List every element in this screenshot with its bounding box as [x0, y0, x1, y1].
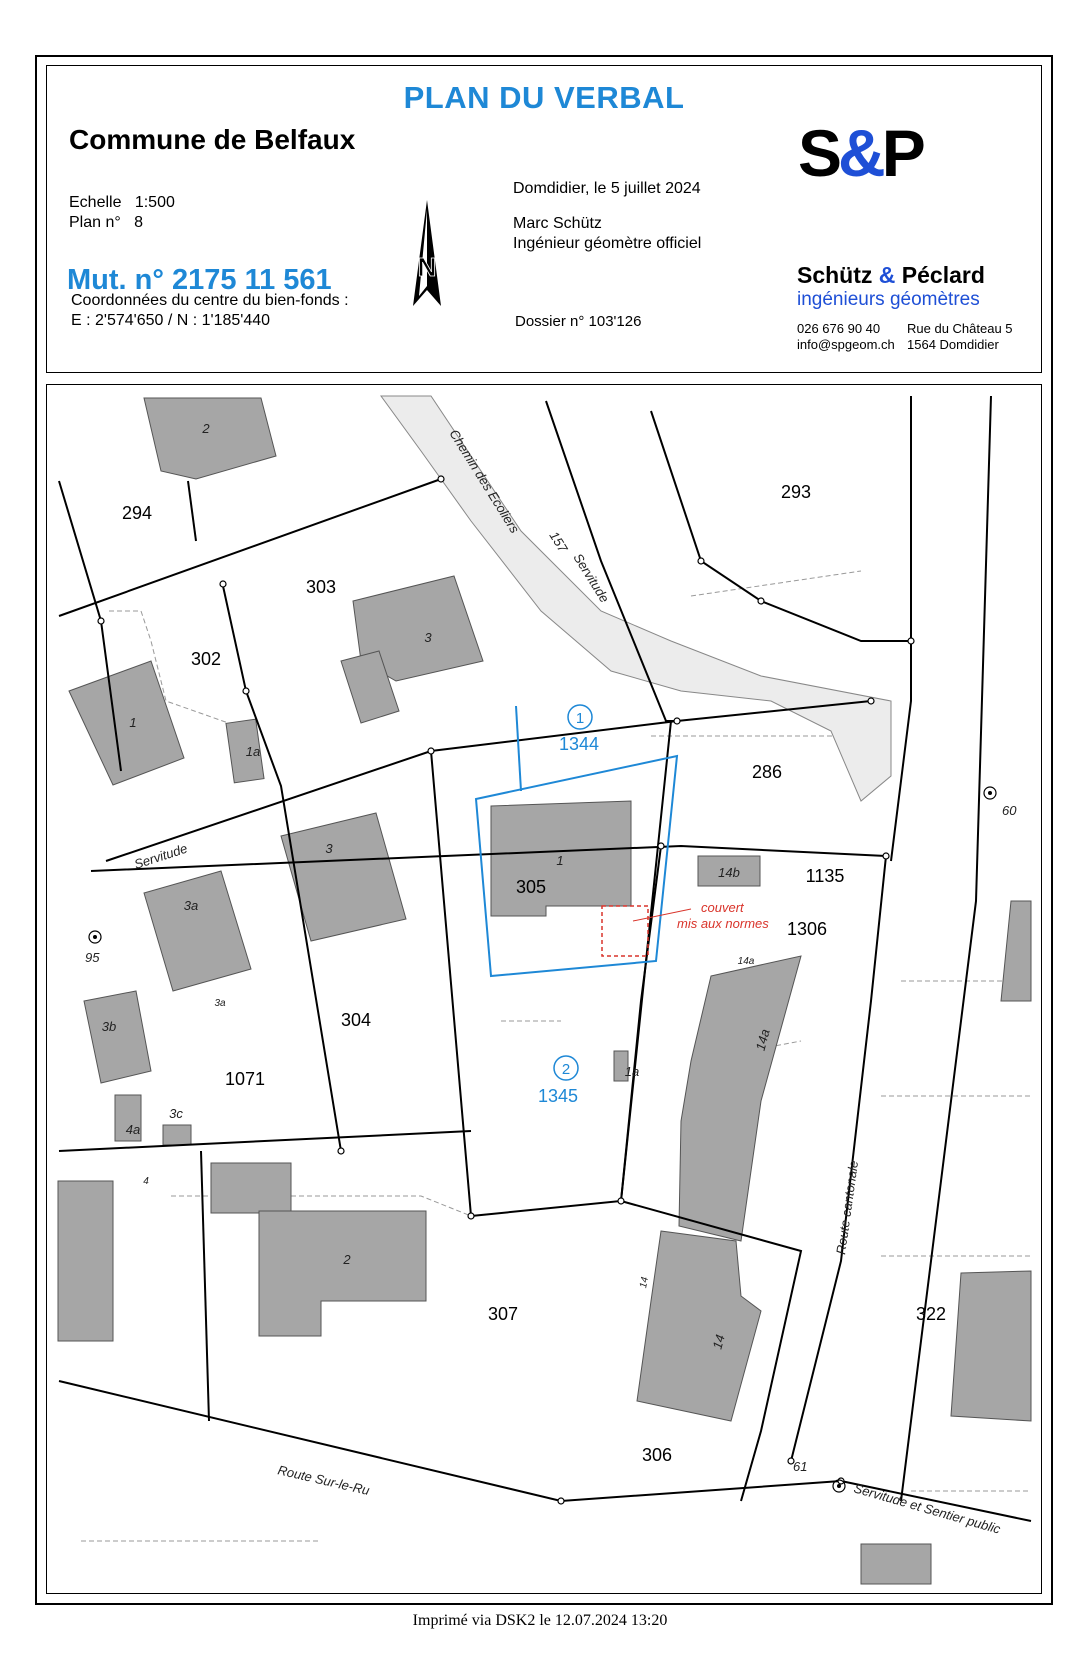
parcel-label: 293	[780, 482, 812, 502]
servitude-label: Servitude	[132, 840, 190, 872]
road-label: Route cantonale	[833, 1159, 862, 1256]
plan-label: Plan n°	[69, 214, 121, 231]
parcel-label: 1071	[224, 1069, 266, 1089]
servitude-label: Servitude	[570, 550, 613, 606]
parcel-label: 1135	[805, 866, 845, 886]
new-parcel-marker: 1	[575, 710, 585, 727]
building-label: 1	[129, 715, 137, 730]
servitude-label: Servitude et Sentier public	[852, 1480, 1003, 1537]
coords-title: Coordonnées du centre du bien-fonds :	[71, 292, 349, 309]
point-number: 61	[793, 1459, 808, 1474]
point-number: 60	[1002, 803, 1017, 818]
point-number: 95	[85, 950, 100, 965]
new-parcel-marker: 2	[561, 1061, 571, 1078]
parcel-label: 294	[121, 503, 153, 523]
annotation-line1: couvert	[701, 900, 744, 915]
building-label: 1a	[624, 1064, 640, 1079]
building-label: 14	[709, 1332, 728, 1351]
building-label: 4a	[125, 1122, 141, 1137]
signatory-name: Marc Schütz	[513, 215, 602, 232]
building-label: 2	[202, 421, 210, 436]
logo-mark: S&P	[798, 116, 922, 190]
firm-street: Rue du Château 5	[907, 321, 1013, 336]
place-date: Domdidier, le 5 juillet 2024	[513, 180, 701, 197]
building-label: 14b	[718, 865, 740, 880]
parcel-label: 305	[515, 877, 547, 897]
parcel-label: 322	[915, 1304, 947, 1324]
firm-name-part1: Schütz	[797, 262, 879, 288]
building-label: 1	[556, 853, 564, 868]
firm-email: info@spgeom.ch	[797, 337, 895, 352]
plan-title: PLAN DU VERBAL	[403, 80, 685, 115]
parcel-label: 303	[305, 577, 337, 597]
plan-value: 8	[134, 214, 144, 231]
print-footer: Imprimé via DSK2 le 12.07.2024 13:20	[412, 1612, 668, 1629]
building-label: 3	[325, 841, 333, 856]
building-label: 3b	[101, 1019, 117, 1034]
map-canvas	[47, 385, 1042, 1594]
parcel-label: 302	[190, 649, 222, 669]
parcel-label: 286	[751, 762, 783, 782]
building-label: 3c	[169, 1106, 183, 1121]
annotation-line2: mis aux normes	[677, 916, 769, 931]
road-label: Route Sur-le-Ru	[276, 1462, 372, 1499]
building-label: 3	[424, 630, 432, 645]
north-arrow-icon	[409, 200, 445, 312]
scale-line	[69, 194, 175, 212]
firm-name-part2: Péclard	[895, 262, 985, 288]
scale-value: 1:500	[134, 194, 175, 211]
building-label: 14	[638, 1276, 651, 1289]
cadastral-map	[46, 384, 1042, 1594]
signatory-title: Ingénieur géomètre officiel	[513, 235, 702, 252]
scale-label: Echelle	[69, 194, 122, 211]
building-label: 4	[143, 1176, 149, 1187]
firm-subtitle: ingénieurs géomètres	[797, 289, 980, 310]
new-parcel-number: 1344	[558, 734, 600, 754]
building-label: 1a	[245, 744, 261, 759]
firm-city: 1564 Domdidier	[907, 337, 999, 352]
building-label: 3a	[183, 898, 199, 913]
firm-name-amp: &	[878, 262, 896, 288]
commune-name: Commune de Belfaux	[69, 124, 356, 155]
parcel-label: 306	[641, 1445, 673, 1465]
mutation-number: Mut. n° 2175 11 561	[67, 264, 332, 296]
firm-name	[797, 262, 985, 289]
building-label: 14a	[737, 956, 755, 967]
new-parcel-number: 1345	[537, 1086, 579, 1106]
title-block	[46, 65, 1042, 373]
parcel-label: 1306	[786, 919, 828, 939]
firm-phone: 026 676 90 40	[797, 321, 881, 336]
building-label: 14a	[752, 1027, 773, 1053]
dossier-number: Dossier n° 103'126	[515, 313, 642, 330]
servitude-number: 157	[546, 528, 571, 555]
building-label: 3a	[214, 998, 226, 1009]
parcel-label: 307	[487, 1304, 519, 1324]
plan-number-line	[69, 214, 143, 232]
north-label: N	[417, 252, 437, 282]
road-label: Chemin des Ecoliers	[446, 426, 523, 536]
parcel-label: 304	[340, 1010, 372, 1030]
building-label: 2	[343, 1252, 351, 1267]
coords-value: E : 2'574'650 / N : 1'185'440	[71, 312, 271, 329]
